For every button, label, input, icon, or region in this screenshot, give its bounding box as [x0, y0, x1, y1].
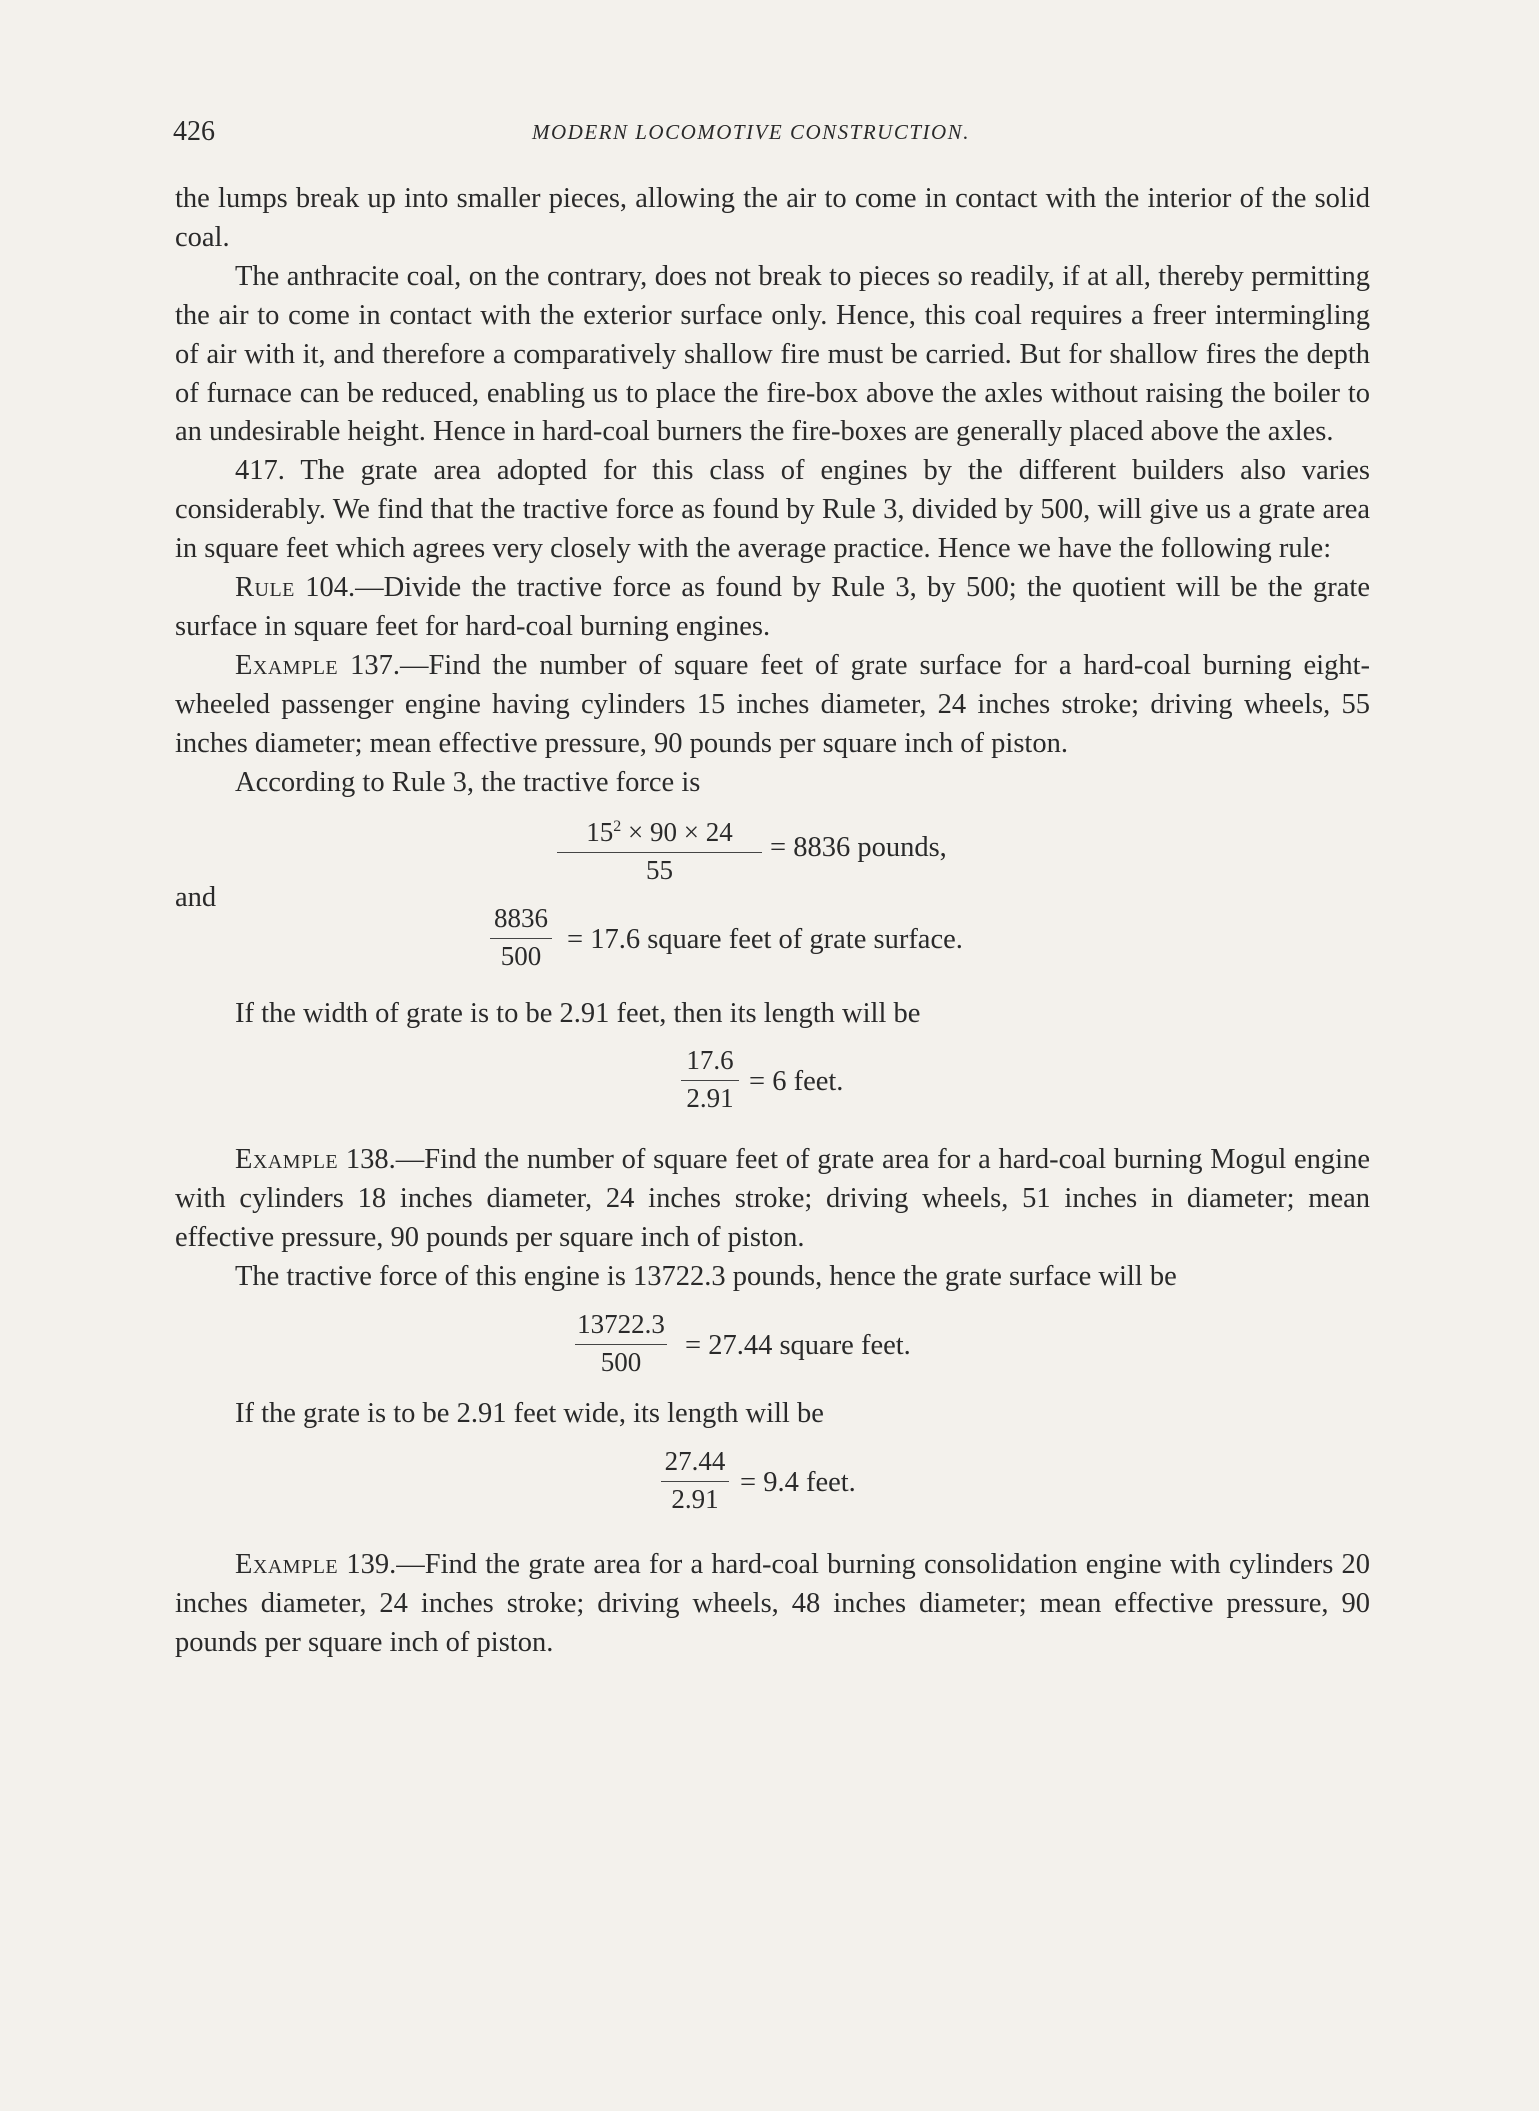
example-138-label: Example [235, 1144, 339, 1176]
example-139-label: Example [235, 1548, 339, 1580]
equation-length-137 [175, 1045, 1370, 1125]
page-number: 426 [173, 116, 215, 147]
running-title: MODERN LOCOMOTIVE CONSTRUCTION. [532, 120, 970, 144]
example-137 [175, 647, 1370, 764]
fraction [661, 1446, 729, 1515]
equation-result: = 17.6 square feet of grate surface. [567, 923, 963, 955]
numerator: 27.44 [664, 1445, 726, 1476]
num-base: 15 [586, 816, 614, 847]
numerator [557, 811, 762, 848]
denominator: 55 [646, 854, 673, 885]
page-body [175, 180, 1370, 1663]
equation-result: = 6 feet. [749, 1066, 844, 1098]
fraction [557, 811, 762, 886]
equation-result: = 9.4 feet. [740, 1466, 856, 1498]
numerator: 8836 [494, 902, 548, 933]
example-137-text: 137.—Find the number of square feet of grate surface for a hard-coal burning eight-wheeled passenger engine having cylinders 15 inches diameter, 24 inches stroke; driving wheels, 55 inches diameter; mean effective pressure, 90 pounds per square inch of piston. [175, 649, 1370, 759]
example-137-intro: According to Rule 3, the tractive force is [235, 766, 701, 798]
equation-grate-surface-137 [175, 881, 1370, 987]
numerator: 13722.3 [577, 1309, 665, 1340]
equation-result: = 8836 pounds, [770, 831, 947, 863]
paragraph-417: 417. The grate area adopted for this class of engines by the different builders also varies considerably. We find that the tractive force as found by Rule 3, divided by 500, will give us a grate area in square feet which agrees very closely with the average practice. Hence we have the following rule: [175, 455, 1370, 565]
equation-grate-surface-138 [175, 1309, 1370, 1391]
equation-length-138 [175, 1446, 1370, 1526]
page-header [173, 116, 1373, 156]
denominator: 2.91 [686, 1083, 734, 1114]
example-137-width: If the width of grate is to be 2.91 feet, then its length will be [235, 997, 921, 1029]
paragraph-anthracite: The anthracite coal, on the contrary, does not break to pieces so readily, if at all, thereby permitting the air to come in contact with the exterior surface only. Hence, this coal requires a freer intermingling of air with it, and therefore a comparatively shallow fire must be carried. But for shallow fires the depth of furnace can be reduced, enabling us to place the fire-box above the axles without raising the boiler to an undesirable height. Hence in hard-coal burners the fire-boxes are generally placed above the axles. [175, 260, 1370, 448]
and-label: and [175, 881, 217, 913]
rule-text: 104.—Divide the tractive force as found by Rule 3, by 500; the quotient will be the grate surface in square feet for hard-coal burning engines. [175, 572, 1370, 642]
denominator: 500 [500, 940, 542, 971]
paragraph-continuation: the lumps break up into smaller pieces, allowing the air to come in contact with the interior of the solid coal. [175, 183, 1370, 253]
numerator: 17.6 [686, 1045, 734, 1076]
example-138-tractive: The tractive force of this engine is 13722.3 pounds, hence the grate surface will be [235, 1261, 1177, 1293]
equation-tractive-force [175, 811, 1370, 897]
example-139-text: 139.—Find the grate area for a hard-coal burning consolidation engine with cylinders 20 inches diameter, 24 inches stroke; driving wheels, 48 inches diameter; mean effective pressure, 90 pounds per square inch of piston. [175, 1548, 1370, 1658]
fraction [490, 903, 552, 972]
fraction [681, 1045, 739, 1114]
example-139 [175, 1546, 1370, 1663]
example-137-label: Example [235, 649, 339, 681]
exponent: 2 [613, 817, 622, 835]
fraction [575, 1309, 667, 1378]
denominator: 2.91 [671, 1483, 719, 1514]
example-138-width: If the grate is to be 2.91 feet wide, its length will be [235, 1398, 824, 1430]
example-138-text: 138.—Find the number of square feet of grate area for a hard-coal burning Mogul engine with cylinders 18 inches diameter, 24 inches stroke; driving wheels, 51 inches in diameter; mean effective pressure, 90 pounds per square inch of piston. [175, 1144, 1370, 1254]
denominator: 500 [600, 1347, 642, 1378]
equation-result: = 27.44 square feet. [685, 1330, 911, 1362]
example-138 [175, 1141, 1370, 1258]
rule-104 [175, 569, 1370, 647]
num-rest: × 90 × 24 [621, 816, 733, 847]
rule-label: Rule [235, 572, 295, 604]
